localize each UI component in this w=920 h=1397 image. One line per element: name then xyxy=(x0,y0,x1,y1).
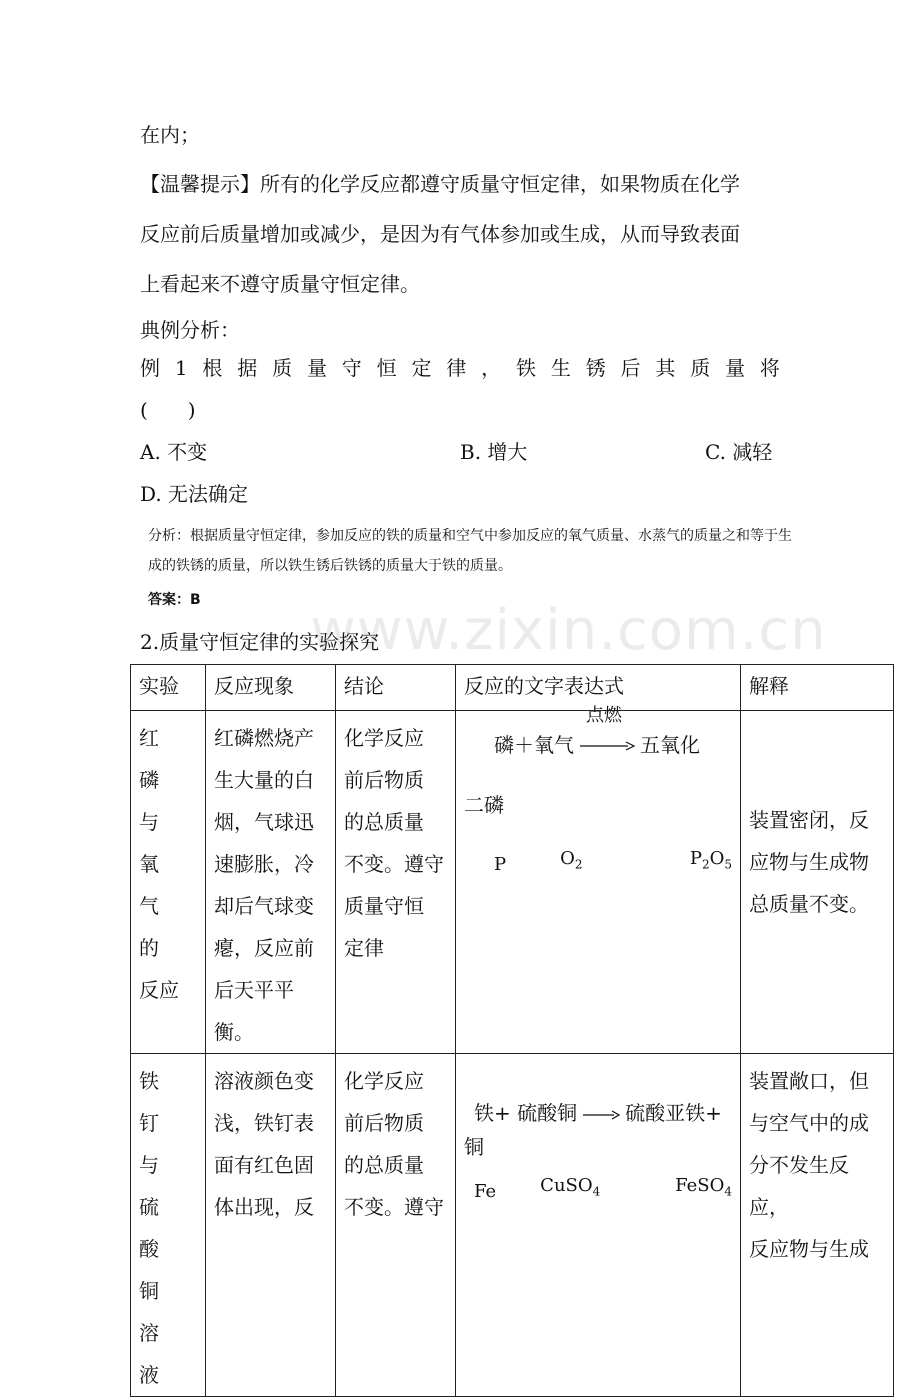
example-heading: 典例分析： xyxy=(140,318,240,342)
cell-line: 化学反应 xyxy=(344,726,424,750)
cell-line: 不变。遵守 xyxy=(344,1195,444,1219)
option-c: C. 减轻 xyxy=(705,440,773,464)
cell-line: 化学反应 xyxy=(344,1069,424,1093)
explanation-cell xyxy=(741,711,894,1054)
question-char: 1 xyxy=(174,356,188,380)
explanation-cell xyxy=(741,1054,894,1397)
table-row xyxy=(131,711,894,1054)
cell-line: 分不发生反应， xyxy=(749,1153,849,1219)
formula-o2: $O_2$ xyxy=(560,848,583,872)
formula-feso4: FeSO$_4$ xyxy=(675,1175,732,1199)
word-equation xyxy=(464,1096,732,1130)
question-char: ， xyxy=(481,356,502,380)
cell-line: 红 磷 xyxy=(139,726,179,792)
tip-paragraph-line-3: 上看起来不遵守质量守恒定律。 xyxy=(140,272,420,296)
question-char: 质 xyxy=(272,356,293,380)
cell-line: 后天平平衡。 xyxy=(214,978,294,1044)
question-char: 恒 xyxy=(376,356,397,380)
cell-line: 反应 xyxy=(139,978,179,1002)
cell-line: 面有红色固 xyxy=(214,1153,314,1177)
equation-reactants: 铁+ 硫酸铜 xyxy=(474,1101,578,1125)
cell-line: 却后气球变 xyxy=(214,894,314,918)
cell-line: 前后物质 xyxy=(344,768,424,792)
cell-line: 质量守恒 xyxy=(344,894,424,918)
cell-line: 装置密闭，反 xyxy=(749,808,869,832)
reaction-condition: 点燃 xyxy=(586,705,622,726)
table-header-row xyxy=(131,665,894,711)
cell-line: 酸 铜 xyxy=(139,1237,179,1303)
equation-cell xyxy=(456,705,741,1054)
equation-product: 五氧化 xyxy=(640,733,700,757)
question-char: 将 xyxy=(759,356,780,380)
question-char: 守 xyxy=(341,356,362,380)
question-char: 其 xyxy=(655,356,676,380)
cell-line: 前后物质 xyxy=(344,1111,424,1135)
cell-line: 体出现，反 xyxy=(214,1195,314,1219)
conclusion-cell xyxy=(336,1054,456,1397)
section-title: 2.质量守恒定律的实验探究 xyxy=(140,630,380,654)
cell-line: 生大量的白 xyxy=(214,768,314,792)
tip-paragraph-line-1: 【温馨提示】所有的化学反应都遵守质量守恒定律，如果物质在化学 xyxy=(140,172,740,196)
cell-line: 总质量不变。 xyxy=(749,892,869,916)
cell-line: 气 的 xyxy=(139,894,179,960)
phenomenon-cell xyxy=(206,711,336,1054)
table-row xyxy=(131,1054,894,1397)
formula-p2o5: $P_2O_5$ xyxy=(689,848,732,872)
formula-fe: Fe xyxy=(474,1180,497,1202)
header-cell: 反应现象 xyxy=(206,665,336,711)
tip-paragraph-line-2: 反应前后质量增加或减少，是因为有气体参加或生成，从而导致表面 xyxy=(140,222,740,246)
conclusion-cell xyxy=(336,711,456,1054)
experiment-table xyxy=(130,664,894,1397)
header-cell: 反应的文字表达式 xyxy=(456,665,741,711)
cell-line: 红磷燃烧产 xyxy=(214,726,314,750)
phenomenon-cell xyxy=(206,1054,336,1397)
equation-reactants: 磷＋氧气 xyxy=(494,733,574,757)
cell-line: 烟，气球迅 xyxy=(214,810,314,834)
formula-cuso4: CuSO$_4$ xyxy=(540,1175,601,1199)
equation-product: 硫酸亚铁+ xyxy=(625,1101,722,1125)
cell-line: 反应物与生成 xyxy=(749,1237,869,1261)
option-b: B. 增大 xyxy=(460,440,528,464)
equation-product-continued: 铜 xyxy=(464,1135,484,1159)
question-char: 量 xyxy=(725,356,746,380)
question-char: 根 xyxy=(202,356,223,380)
cell-line: 铁 钉 xyxy=(139,1069,179,1135)
watermark: www.zixin.com.cn xyxy=(310,598,827,663)
analysis-line-1: 分析：根据质量守恒定律，参加反应的铁的质量和空气中参加反应的氧气质量、水蒸气的质量之和等于生 xyxy=(148,528,792,544)
formula-row xyxy=(464,845,732,879)
header-cell: 实验 xyxy=(131,665,206,711)
cell-line: 溶液颜色变 xyxy=(214,1069,314,1093)
reaction-arrow-icon xyxy=(578,705,636,765)
cell-line: 定律 xyxy=(344,936,384,960)
option-a: A. 不变 xyxy=(140,440,208,464)
example-question xyxy=(140,356,780,380)
question-char: 铁 xyxy=(516,356,537,380)
cell-line: 装置敞口，但 xyxy=(749,1069,869,1093)
question-char: 质 xyxy=(690,356,711,380)
cell-line: 与 氧 xyxy=(139,810,179,876)
cell-line: 的总质量 xyxy=(344,810,424,834)
experiment-cell xyxy=(131,1054,206,1397)
question-char: 定 xyxy=(411,356,432,380)
paragraph-line: 在内； xyxy=(140,123,200,147)
equation-product-continued: 二磷 xyxy=(464,793,504,817)
cell-line: 应物与生成物 xyxy=(749,850,869,874)
formula-p: P xyxy=(494,853,507,875)
cell-line: 瘪，反应前 xyxy=(214,936,314,960)
reaction-arrow-icon xyxy=(581,1096,621,1130)
cell-line: 溶 液 xyxy=(139,1321,179,1387)
cell-line: 不变。遵守 xyxy=(344,852,444,876)
question-char: 律 xyxy=(446,356,467,380)
question-char: 量 xyxy=(306,356,327,380)
question-char: 生 xyxy=(550,356,571,380)
option-d: D. 无法确定 xyxy=(140,482,249,506)
question-char: 据 xyxy=(237,356,258,380)
cell-line: 与 硫 xyxy=(139,1153,179,1219)
header-cell: 解释 xyxy=(741,665,894,711)
equation-cell xyxy=(456,1054,741,1397)
cell-line: 与空气中的成 xyxy=(749,1111,869,1135)
question-char: 锈 xyxy=(585,356,606,380)
cell-line: 的总质量 xyxy=(344,1153,424,1177)
word-equation xyxy=(464,705,732,765)
answer-blank: ( ) xyxy=(140,398,196,422)
answer-line: 答案：B xyxy=(148,592,201,608)
cell-line: 浅，铁钉表 xyxy=(214,1111,314,1135)
experiment-cell xyxy=(131,711,206,1054)
question-char: 例 xyxy=(140,356,160,380)
cell-line: 速膨胀，冷 xyxy=(214,852,314,876)
analysis-line-2: 成的铁锈的质量，所以铁生锈后铁锈的质量大于铁的质量。 xyxy=(148,558,512,574)
header-cell: 结论 xyxy=(336,665,456,711)
formula-row xyxy=(464,1172,732,1206)
question-char: 后 xyxy=(620,356,641,380)
